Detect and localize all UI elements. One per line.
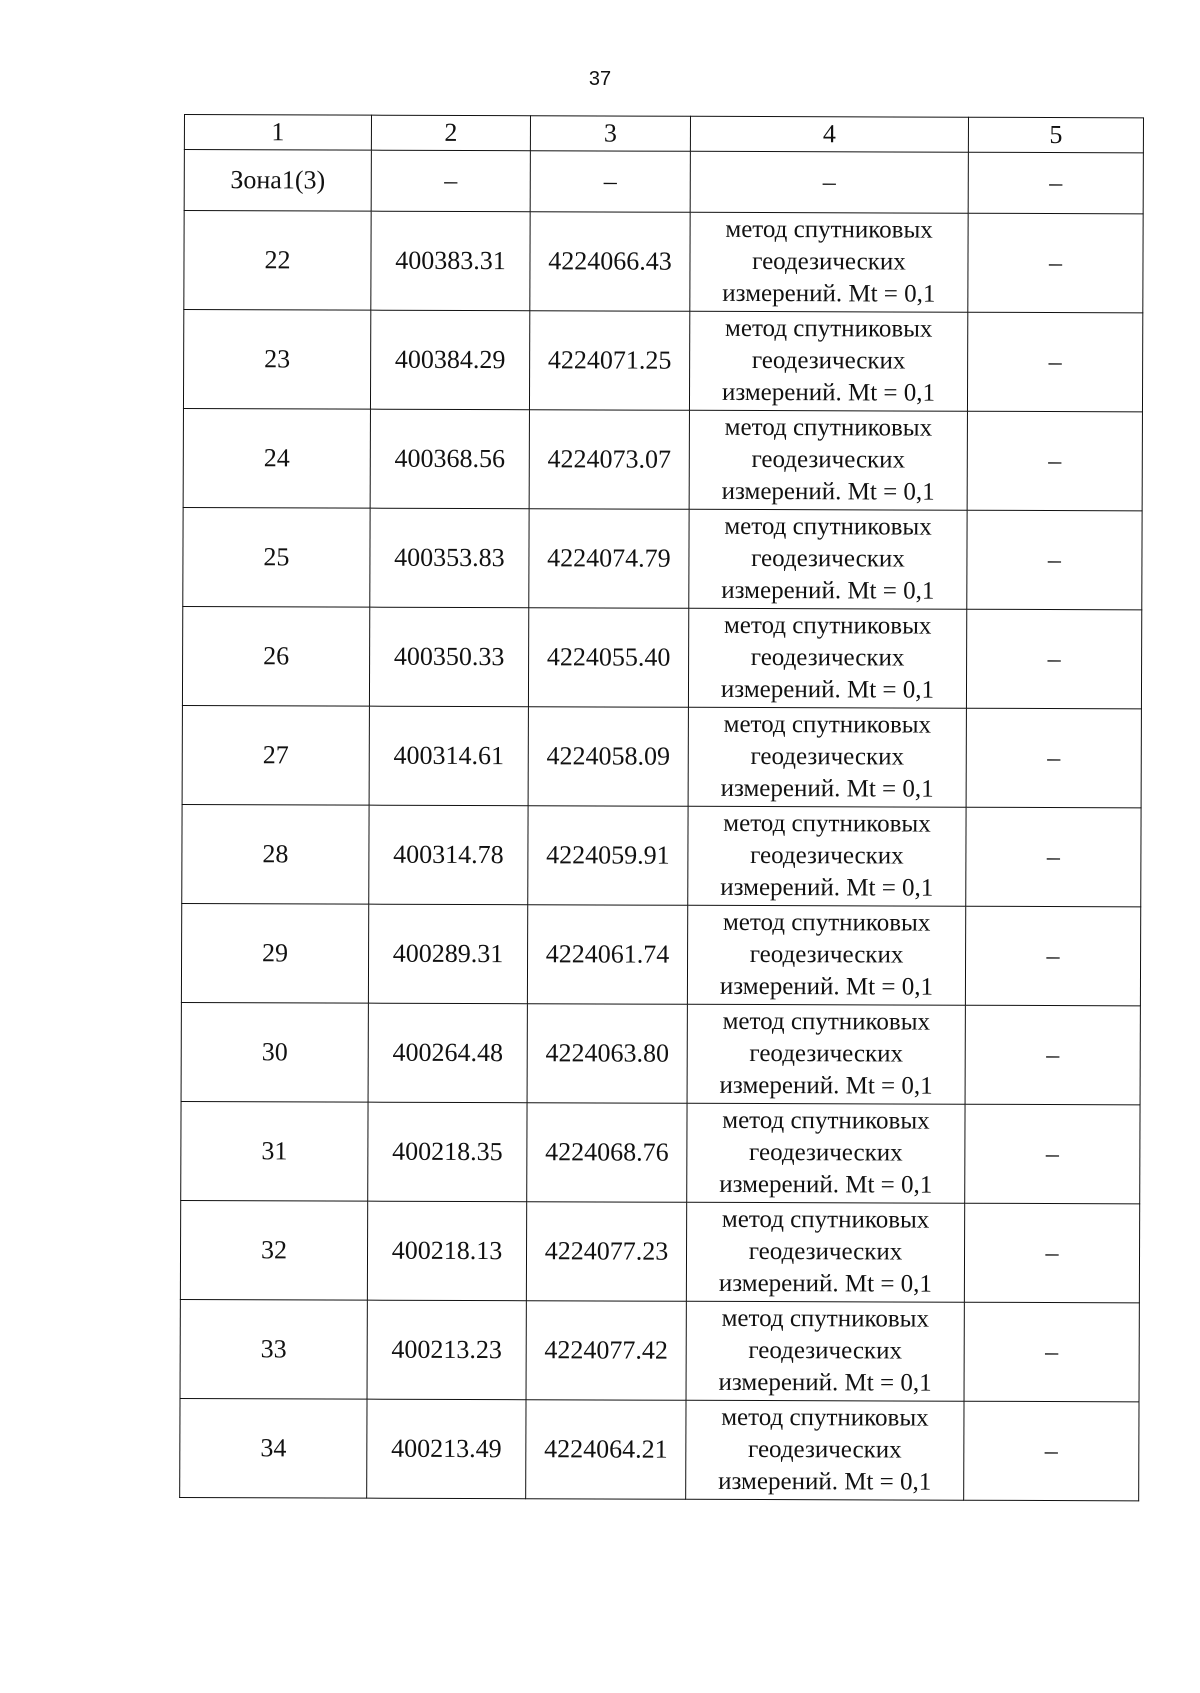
x-coordinate-cell: 400213.49 [367, 1399, 526, 1499]
y-coordinate-cell: 4224073.07 [529, 410, 689, 510]
column-header-2: 2 [371, 115, 530, 151]
coordinates-table [179, 114, 1144, 1501]
x-coordinate-cell: 400289.31 [368, 904, 527, 1004]
y-coordinate-cell: 4224077.42 [526, 1301, 686, 1401]
note-cell: – [965, 1005, 1140, 1105]
note-cell: – [964, 1203, 1139, 1303]
x-coordinate-cell: 400314.61 [369, 706, 528, 806]
x-coordinate-cell: 400383.31 [371, 211, 530, 311]
point-number-cell: 26 [182, 606, 369, 706]
table-row [180, 1299, 1139, 1401]
table-row [180, 1200, 1139, 1302]
method-cell: метод спутниковых геодезических измерений. Mt = 0,1 [686, 1400, 964, 1500]
method-cell: метод спутниковых геодезических измерений. Mt = 0,1 [688, 608, 966, 708]
x-coordinate-cell: 400218.13 [367, 1201, 526, 1301]
x-coordinate-cell: 400314.78 [369, 805, 528, 905]
method-cell: метод спутниковых геодезических измерений. Mt = 0,1 [689, 509, 967, 609]
method-cell: метод спутниковых геодезических измерений. Mt = 0,1 [689, 410, 967, 510]
x-coordinate-cell: 400264.48 [368, 1003, 527, 1103]
zone-label: Зона1(3) [184, 150, 371, 212]
note-cell: – [967, 411, 1142, 511]
point-number-cell: 22 [184, 211, 371, 311]
zone-cell: – [371, 150, 530, 212]
note-cell: – [967, 510, 1142, 610]
note-cell: – [968, 213, 1143, 313]
note-cell: – [965, 1104, 1140, 1204]
point-number-cell: 23 [183, 310, 370, 410]
method-cell: метод спутниковых геодезических измерений. Mt = 0,1 [686, 1301, 964, 1401]
page-number: 37 [588, 68, 612, 90]
table-row [181, 1002, 1140, 1104]
point-number-cell: 34 [180, 1398, 367, 1498]
note-cell: – [965, 906, 1140, 1006]
x-coordinate-cell: 400368.56 [370, 409, 529, 509]
y-coordinate-cell: 4224071.25 [529, 311, 689, 411]
table-row [181, 903, 1140, 1005]
method-cell: метод спутниковых геодезических измерений. Mt = 0,1 [686, 1202, 964, 1302]
method-cell: метод спутниковых геодезических измерений. Mt = 0,1 [688, 806, 966, 906]
y-coordinate-cell: 4224064.21 [526, 1400, 686, 1500]
method-cell: метод спутниковых геодезических измерений. Mt = 0,1 [687, 1103, 965, 1203]
column-header-4: 4 [690, 116, 968, 152]
point-number-cell: 30 [181, 1002, 368, 1102]
y-coordinate-cell: 4224068.76 [527, 1103, 687, 1203]
x-coordinate-cell: 400353.83 [370, 508, 529, 608]
y-coordinate-cell: 4224055.40 [528, 608, 688, 708]
table-row [183, 507, 1142, 609]
column-header-1: 1 [184, 115, 371, 151]
column-header-5: 5 [968, 117, 1143, 153]
point-number-cell: 32 [180, 1200, 367, 1300]
point-rows [180, 211, 1143, 1501]
zone-cell: – [690, 151, 968, 213]
note-cell: – [966, 708, 1141, 808]
method-cell: метод спутниковых геодезических измерений. Mt = 0,1 [687, 1004, 965, 1104]
y-coordinate-cell: 4224061.74 [527, 905, 687, 1005]
method-cell: метод спутниковых геодезических измерений. Mt = 0,1 [689, 311, 967, 411]
y-coordinate-cell: 4224063.80 [527, 1004, 687, 1104]
table-row [182, 606, 1141, 708]
zone-cell: – [530, 151, 690, 213]
table-row [182, 804, 1141, 906]
point-number-cell: 29 [181, 903, 368, 1003]
note-cell: – [966, 807, 1141, 907]
point-number-cell: 28 [182, 804, 369, 904]
header-row [184, 115, 1143, 153]
x-coordinate-cell: 400384.29 [370, 310, 529, 410]
y-coordinate-cell: 4224059.91 [528, 806, 688, 906]
point-number-cell: 31 [181, 1101, 368, 1201]
zone-row [184, 150, 1143, 214]
x-coordinate-cell: 400213.23 [367, 1300, 526, 1400]
y-coordinate-cell: 4224058.09 [528, 707, 688, 807]
point-number-cell: 24 [183, 408, 370, 508]
y-coordinate-cell: 4224074.79 [529, 509, 689, 609]
table-row [182, 705, 1141, 807]
note-cell: – [964, 1401, 1139, 1501]
point-number-cell: 33 [180, 1299, 367, 1399]
x-coordinate-cell: 400350.33 [369, 607, 528, 707]
y-coordinate-cell: 4224077.23 [526, 1202, 686, 1302]
column-header-3: 3 [530, 116, 690, 152]
table-row [181, 1101, 1140, 1203]
table-row [184, 211, 1143, 313]
method-cell: метод спутниковых геодезических измерений. Mt = 0,1 [687, 905, 965, 1005]
method-cell: метод спутниковых геодезических измерений. Mt = 0,1 [690, 212, 968, 312]
note-cell: – [966, 609, 1141, 709]
table-row [183, 408, 1142, 510]
note-cell: – [964, 1302, 1139, 1402]
note-cell: – [967, 312, 1142, 412]
method-cell: метод спутниковых геодезических измерений. Mt = 0,1 [688, 707, 966, 807]
table-row [183, 310, 1142, 412]
zone-cell: – [968, 152, 1143, 214]
y-coordinate-cell: 4224066.43 [530, 212, 690, 312]
x-coordinate-cell: 400218.35 [368, 1102, 527, 1202]
point-number-cell: 27 [182, 705, 369, 805]
table-row [180, 1398, 1139, 1500]
point-number-cell: 25 [183, 507, 370, 607]
